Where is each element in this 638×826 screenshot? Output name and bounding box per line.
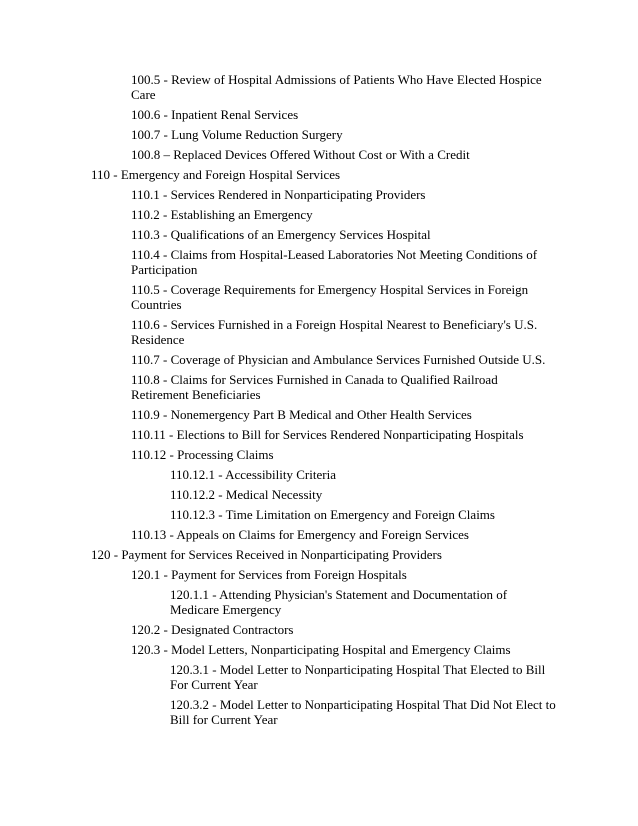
toc-subentry: 120.3.1 - Model Letter to Nonparticipating Hospital That Elected to Bill For Current Year xyxy=(170,662,546,692)
toc-subentry: 120.1.1 - Attending Physician's Statement and Documentation of Medicare Emergency xyxy=(170,587,508,617)
toc-entry: 120.3 - Model Letters, Nonparticipating Hospital and Emergency Claims xyxy=(131,642,511,657)
toc-subentry: 120.3.2 - Model Letter to Nonparticipating Hospital That Did Not Elect to Bill for Current Year xyxy=(170,697,556,727)
toc-section-heading: 120 - Payment for Services Received in Nonparticipating Providers xyxy=(91,547,442,562)
toc-entry: 110.5 - Coverage Requirements for Emergency Hospital Services in Foreign Countries xyxy=(131,282,529,312)
toc-entry: 100.8 – Replaced Devices Offered Without Cost or With a Credit xyxy=(131,147,470,162)
toc-entry: 100.5 - Review of Hospital Admissions of Patients Who Have Elected Hospice Care xyxy=(131,72,542,102)
toc-section-heading: 110 - Emergency and Foreign Hospital Services xyxy=(91,167,341,182)
toc-entry: 110.12 - Processing Claims xyxy=(131,447,274,462)
toc-entry: 120.1 - Payment for Services from Foreign Hospitals xyxy=(131,567,407,582)
toc-entry: 100.6 - Inpatient Renal Services xyxy=(131,107,299,122)
toc-entry: 110.6 - Services Furnished in a Foreign Hospital Nearest to Beneficiary's U.S. Residence xyxy=(131,317,538,347)
toc-entry: 110.4 - Claims from Hospital-Leased Laboratories Not Meeting Conditions of Participation xyxy=(131,247,538,277)
toc-list xyxy=(0,72,638,732)
toc-subentry: 110.12.2 - Medical Necessity xyxy=(170,487,323,502)
toc-entry: 110.13 - Appeals on Claims for Emergency and Foreign Services xyxy=(131,527,469,542)
toc-entry: 110.7 - Coverage of Physician and Ambulance Services Furnished Outside U.S. xyxy=(131,352,546,367)
toc-entry: 110.2 - Establishing an Emergency xyxy=(131,207,313,222)
toc-subentry: 110.12.3 - Time Limitation on Emergency and Foreign Claims xyxy=(170,507,495,522)
toc-entry: 120.2 - Designated Contractors xyxy=(131,622,294,637)
toc-entry: 110.8 - Claims for Services Furnished in Canada to Qualified Railroad Retirement Beneficiaries xyxy=(131,372,498,402)
toc-entry: 100.7 - Lung Volume Reduction Surgery xyxy=(131,127,343,142)
toc-entry: 110.3 - Qualifications of an Emergency Services Hospital xyxy=(131,227,431,242)
toc-subentry: 110.12.1 - Accessibility Criteria xyxy=(170,467,336,482)
toc-entry: 110.11 - Elections to Bill for Services Rendered Nonparticipating Hospitals xyxy=(131,427,524,442)
toc-entry: 110.1 - Services Rendered in Nonparticipating Providers xyxy=(131,187,426,202)
toc-entry: 110.9 - Nonemergency Part B Medical and Other Health Services xyxy=(131,407,472,422)
